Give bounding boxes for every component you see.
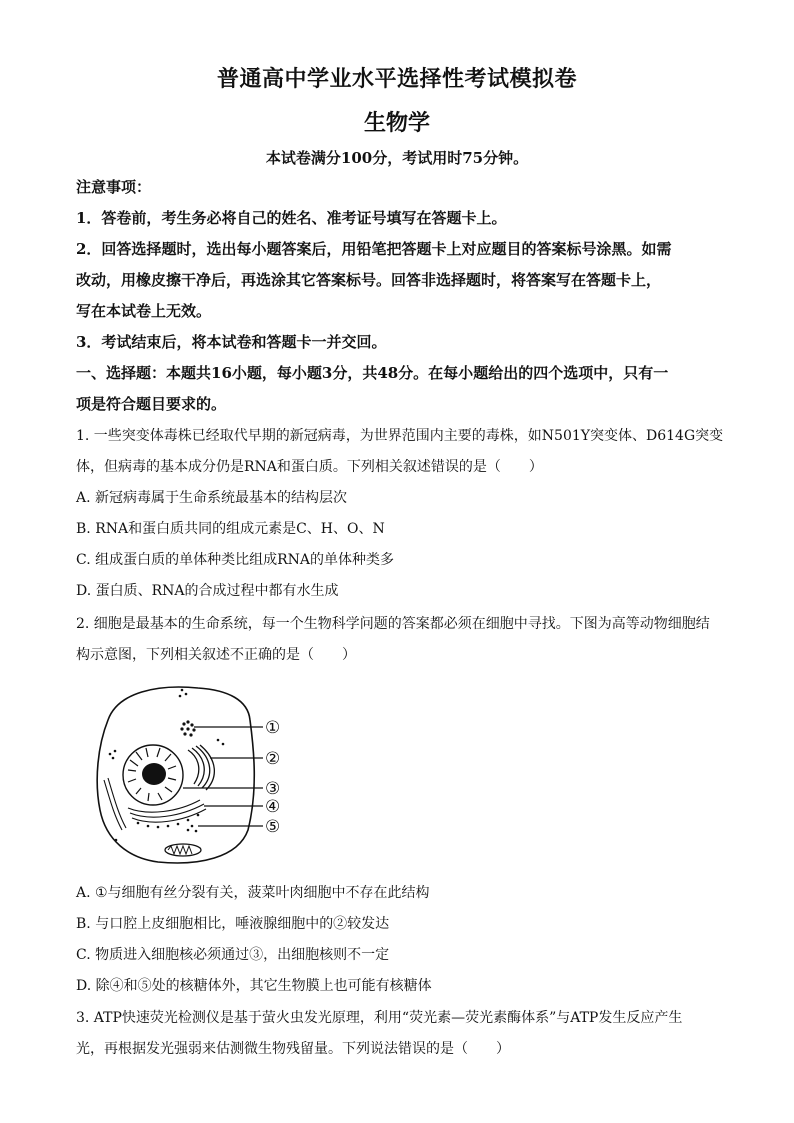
peripheral-er — [104, 778, 126, 830]
nucleolus — [142, 763, 166, 785]
question-stem: 2. 细胞是最基本的生命系统，每一个生物科学问题的答案都必须在细胞中寻找。下图为高等动物细胞结 — [76, 616, 710, 632]
label-2: ② — [265, 749, 281, 769]
note-item: 2．回答选择题时，选出每小题答案后，用铅笔把答题卡上对应题目的答案标号涂黑。如需 — [76, 240, 672, 258]
question-stem: 光，再根据发光强弱来估测微生物残留量。下列说法错误的是（ ） — [76, 1041, 510, 1057]
score-line: 本试卷满分100分，考试用时75分钟。 — [265, 149, 529, 167]
subject-title: 生物学 — [363, 110, 430, 136]
option-a: A. 新冠病毒属于生命系统最基本的结构层次 — [76, 490, 348, 506]
mitochondrion — [165, 844, 201, 856]
golgi-apparatus — [188, 745, 214, 790]
option-b: B. 与口腔上皮细胞相比，唾液腺细胞中的②较发达 — [76, 916, 390, 932]
endoplasmic-reticulum — [128, 800, 206, 822]
note-item: 1．答卷前，考生务必将自己的姓名、准考证号填写在答题卡上。 — [76, 209, 507, 227]
note-item: 改动，用橡皮擦干净后，再选涂其它答案标号。回答非选择题时，将答案写在答题卡上， — [76, 271, 662, 289]
exam-title: 普通高中学业水平选择性考试模拟卷 — [216, 66, 577, 92]
option-d: D. 蛋白质、RNA的合成过程中都有水生成 — [76, 583, 339, 599]
option-c: C. 组成蛋白质的单体种类比组成RNA的单体种类多 — [76, 552, 395, 568]
option-b: B. RNA和蛋白质共同的组成元素是C、H、O、N — [76, 521, 385, 537]
notes-heading: 注意事项： — [76, 178, 152, 196]
question-stem: 体，但病毒的基本成分仍是RNA和蛋白质。下列相关叙述错误的是（ ） — [76, 459, 543, 475]
question-2 — [76, 609, 726, 671]
question-3 — [76, 1003, 726, 1065]
label-3: ③ — [265, 779, 281, 799]
note-item: 3．考试结束后，将本试卷和答题卡一并交回。 — [76, 333, 387, 351]
section-heading — [76, 358, 726, 420]
section-line: 项是符合题目要求的。 — [76, 395, 227, 413]
question-stem: 1. 一些突变体毒株已经取代早期的新冠病毒，为世界范围内主要的毒株，如N501Y突变体、D614G突变 — [76, 428, 724, 444]
label-1: ① — [265, 718, 281, 738]
note-item: 写在本试卷上无效。 — [76, 302, 212, 320]
diagram-labels — [265, 718, 280, 837]
label-4: ④ — [265, 797, 281, 817]
notes-section — [76, 172, 726, 358]
question-2-options — [76, 878, 726, 1002]
option-c: C. 物质进入细胞核必须通过③，出细胞核则不一定 — [76, 947, 390, 963]
section-line: 一、选择题：本题共16小题，每小题3分，共48分。在每小题给出的四个选项中，只有一 — [76, 364, 669, 382]
animal-cell-diagram — [88, 680, 298, 870]
question-stem: 构示意图，下列相关叙述不正确的是（ ） — [76, 647, 356, 663]
label-5: ⑤ — [265, 817, 281, 837]
option-d: D. 除④和⑤处的核糖体外，其它生物膜上也可能有核糖体 — [76, 978, 432, 994]
centrosome — [180, 720, 195, 736]
question-1 — [76, 421, 726, 607]
option-a: A. ①与细胞有丝分裂有关，菠菜叶肉细胞中不存在此结构 — [76, 885, 430, 901]
question-stem: 3. ATP快速荧光检测仪是基于萤火虫发光原理，利用“荧光素—荧光素酶体系”与ATP发生反应产生 — [76, 1010, 683, 1026]
